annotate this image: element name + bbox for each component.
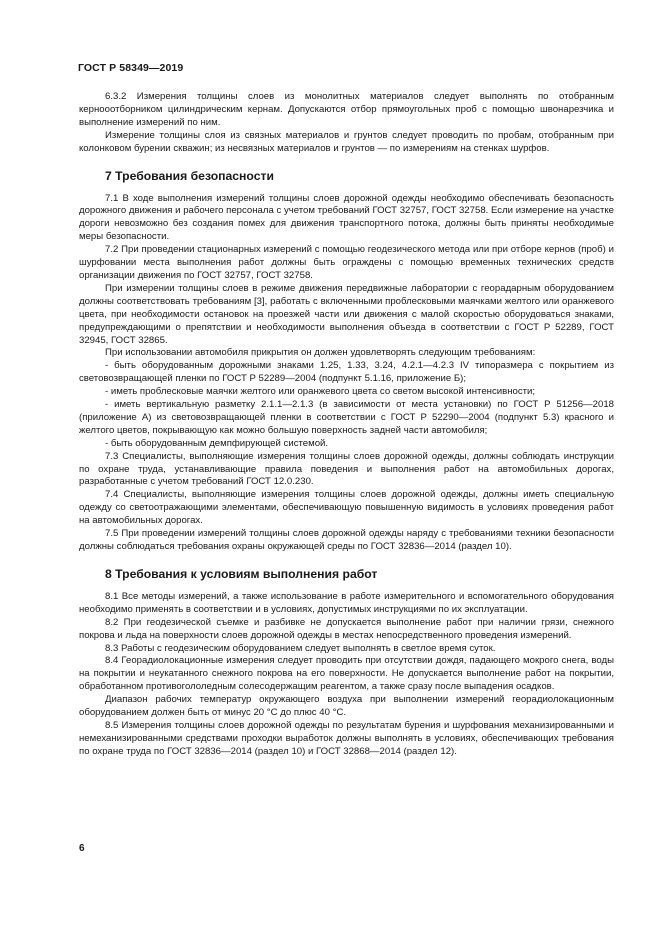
document-body <box>79 91 614 759</box>
paragraph-7-2: 7.2 При проведении стационарных измерений с помощью геодезического метода или при отборе кернов (проб) и шурфовании места выполнения работ должны быть ограждены с помощью временных технических средств организации движения по ГОСТ 32757, ГОСТ 32758. <box>79 244 614 281</box>
paragraph-7-3: 7.3 Специалисты, выполняющие измерения толщины слоев дорожной одежды, должны соблюдать инструкции по охране труда, устанавливающие правила поведения и выполнения работ на автомобильных дорогах, разработанные с учетом требований ГОСТ 12.0.230. <box>79 450 614 488</box>
paragraph-6-3-2: 6.3.2 Измерения толщины слоев из монолитных материалов следует выполнять по отобранным кернооотборником цилиндрическим кернам. Допускаются отбор прямоугольных проб с помощью швонарезчика и выполнение измерений по ним. <box>79 91 614 128</box>
paragraph-7-2-mobile: При измерении толщины слоев в режиме движения передвижные лаборатории с георадарным оборудованием должны соответствовать требованиям [3], работать с включенными проблесковыми маячками желтого или оранжевого цвета, при необходимости остановок на проезжей части или движения с малой скоростью оборудоваться знаками, предупреждающими о препятствии и необходимости выполнения объезда в соответствии с ГОСТ Р 52289, ГОСТ 32945, ГОСТ 32865. <box>79 282 614 346</box>
paragraph-7-2-cover-vehicle: При использовании автомобиля прикрытия он должен удовлетворять следующим требованиям: <box>105 347 536 359</box>
section-8-heading: 8 Требования к условиям выполнения работ <box>105 566 378 581</box>
paragraph-7-5: 7.5 При проведении измерений толщины слоев дорожной одежды наряду с требованиями техники безопасности должны соблюдаться требования охраны окружающей среды по ГОСТ 32836—2014 (раздел 10). <box>79 528 614 552</box>
list-item-beacons: - иметь проблесковые маячки желтого или оранжевого цвета со светом высокой интенсивности; <box>105 386 536 398</box>
paragraph-8-5: 8.5 Измерения толщины слоев дорожной одежды по результатам бурения и шурфования механизированными и немеханизированными средствами проходки выработок должны выполнять в условиях, обеспечивающих требования по охране труда по ГОСТ 32836—2014 (раздел 10) и ГОСТ 32868—2014 (раздел 12). <box>79 719 614 757</box>
paragraph-6-3-2-cont: Измерение толщины слоя из связных материалов и грунтов следует проводить по пробам, отобранным при колонковом бурении скважин; из несвязных материалов и грунтов — по измерениям на стенках шурфов. <box>79 129 614 154</box>
list-item-damper: - быть оборудованным демпфирующей системой. <box>105 437 329 449</box>
paragraph-8-4-temperature: Диапазон рабочих температур окружающего воздуха при выполнении измерений георадиолокационным оборудованием должен быть от минус 20 °С до плюс 40 °С. <box>79 694 614 719</box>
document-header: ГОСТ Р 58349—2019 <box>78 62 184 74</box>
paragraph-8-3: 8.3 Работы с геодезическим оборудованием следует выполнять в светлое время суток. <box>105 642 496 654</box>
list-item-markings: - иметь вертикальную разметку 2.1.1—2.1.3 (в зависимости от места установки) по ГОСТ Р 51256—2018 (приложение А) из световозвращающей пленки в соответствии с ГОСТ Р 52290—2004 (подпункт 5.3) красного и желтого цветов, покрывающую как можно большую поверхность задней части автомобиля; <box>79 399 614 436</box>
paragraph-8-1: 8.1 Все методы измерений, а также использование в работе измерительного и вспомогательного оборудования необходимо применять в соответствии и в условиях, допустимых инструкциями по их эксплуатации. <box>79 590 614 615</box>
paragraph-7-1: 7.1 В ходе выполнения измерений толщины слоев дорожной одежды необходимо обеспечивать безопасность дорожного движения и рабочего персонала с учетом требований ГОСТ 32757, ГОСТ 32758. Если измерение на участке дороги невозможно без создания помех для движения транспортного потока, должны быть приняты необходимые меры безопасности. <box>79 192 614 243</box>
paragraph-7-4: 7.4 Специалисты, выполняющие измерения толщины слоев дорожной одежды, должны иметь специальную одежду со светоотражающими элементами, обеспечивающую повышенную видимость в условиях проведения работ на автомобильных дорогах. <box>79 489 614 527</box>
paragraph-8-4: 8.4 Георадиолокационные измерения следует проводить при отсутствии дождя, падающего мокрого снега, воды на покрытии и неукатанного снежного покрова на его поверхности. Не допускается выполнение работ на покрытии, обработанном противогололедным солесодержащим реагентом, а также сразу после выпадения осадков. <box>79 655 614 693</box>
section-7-heading: 7 Требования безопасности <box>105 168 274 183</box>
list-item-signs: - быть оборудованным дорожными знаками 1.25, 1.33, 3.24, 4.2.1—4.2.3 IV типоразмера с покрытием из световозвращающей пленки по ГОСТ Р 52289—2004 (подпункт 5.1.16, приложение Б); <box>79 360 614 385</box>
paragraph-8-2: 8.2 При геодезической съемке и разбивке не допускается выполнение работ при наличии грязи, снежного покрова и льда на поверхности слоев дорожной одежды в местах непосредственного проведения измерений. <box>79 616 614 641</box>
page-number: 6 <box>79 843 85 854</box>
